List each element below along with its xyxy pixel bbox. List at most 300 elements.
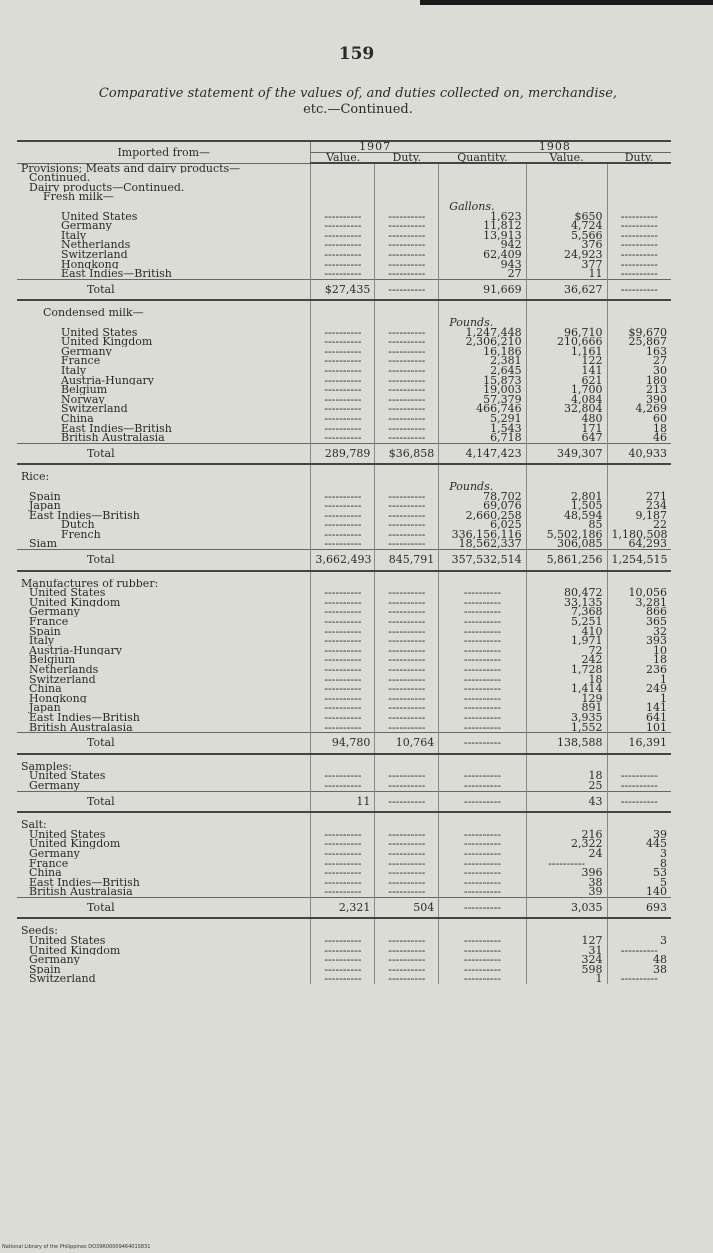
cell-value-1907 [311, 183, 375, 193]
row-label: Total [17, 791, 311, 812]
cell-value-1907: ---------- [311, 607, 375, 617]
cell-quantity-1908: Pounds. [439, 482, 526, 492]
heading-line-1: Comparative statement of the values of, and duties collected on, merchandise, [98, 86, 618, 101]
cell-duty-1907: ---------- [375, 356, 439, 366]
cell-duty-1908: 5 [607, 878, 671, 888]
cell-quantity-1908: ---------- [439, 598, 526, 608]
cell-value-1907: ---------- [311, 830, 375, 840]
row-label: Germany [29, 780, 80, 792]
cell-duty-1908: 101 [607, 723, 671, 733]
row-label: France [29, 858, 69, 869]
cell-quantity-1908 [439, 163, 526, 173]
cell-quantity-1908: ---------- [439, 646, 526, 656]
section-spacer [17, 464, 671, 472]
cell-quantity-1908: 4,147,423 [439, 443, 526, 464]
cell-duty-1907: ---------- [375, 520, 439, 530]
row-label: United Kingdom [29, 945, 121, 956]
cell-duty-1908: 10,056 [607, 588, 671, 598]
cell-duty-1908: 18 [607, 424, 671, 434]
cell-duty-1908: 60 [607, 414, 671, 424]
cell-value-1908: 11 [526, 269, 607, 279]
cell-value-1907: ---------- [311, 627, 375, 637]
cell-value-1907: ---------- [311, 694, 375, 704]
cell-value-1908: 25 [526, 781, 607, 791]
cell-duty-1908: ---------- [607, 231, 671, 241]
row-label: East Indies—British [61, 269, 172, 280]
cell-value-1908 [526, 472, 607, 482]
cell-value-1908: 480 [526, 414, 607, 424]
col-duty-1908: Duty. [607, 152, 671, 163]
page-number: 159 [338, 44, 375, 64]
row-label: France [29, 617, 69, 627]
cell-value-1908: 1,552 [526, 723, 607, 733]
cell-value-1908: 171 [526, 424, 607, 434]
total-row [17, 443, 671, 464]
cell-duty-1907: ---------- [375, 530, 439, 540]
cell-value-1907: ---------- [311, 231, 375, 241]
section-spacer [17, 812, 671, 820]
cell-value-1907: ---------- [311, 887, 375, 897]
cell-quantity-1908: ---------- [439, 723, 526, 733]
cell-duty-1908: ---------- [607, 279, 671, 300]
row-label: British Australasia [61, 433, 165, 444]
cell-duty-1908: 445 [607, 839, 671, 849]
cell-duty-1908: 3 [607, 936, 671, 946]
cell-value-1908: 48,594 [526, 511, 607, 521]
cell-duty-1907: ---------- [375, 936, 439, 946]
cell-duty-1908 [607, 173, 671, 183]
cell-duty-1907: ---------- [375, 337, 439, 347]
cell-duty-1908: 39 [607, 830, 671, 840]
cell-duty-1907: ---------- [375, 830, 439, 840]
section-spacer [17, 300, 671, 308]
cell-quantity-1908: 1,247,448 [439, 328, 526, 338]
cell-quantity-1908: 2,306,210 [439, 337, 526, 347]
row-label: United Kingdom [29, 839, 121, 849]
cell-value-1908 [526, 192, 607, 202]
cell-duty-1908: 1 [607, 694, 671, 704]
cell-duty-1907: ---------- [375, 240, 439, 250]
row-label: United States [61, 327, 138, 338]
cell-value-1907: ---------- [311, 859, 375, 869]
table-row [17, 183, 671, 193]
cell-duty-1908: 38 [607, 965, 671, 975]
cell-value-1908: 349,307 [526, 443, 607, 464]
row-label: Switzerland [29, 674, 96, 685]
row-label: Hongkong [29, 693, 87, 704]
cell-quantity-1908: ---------- [439, 703, 526, 713]
row-label [17, 482, 311, 492]
cell-duty-1908: ---------- [607, 791, 671, 812]
cell-duty-1907: ---------- [375, 376, 439, 386]
row-label: Italy [29, 636, 55, 646]
cell-duty-1908: 3,281 [607, 598, 671, 608]
row-label: Provisions; Meats and dairy products— [21, 163, 241, 174]
cell-duty-1908: 18 [607, 655, 671, 665]
cell-duty-1907: ---------- [375, 646, 439, 656]
cell-quantity-1908: ---------- [439, 781, 526, 791]
cell-value-1907: ---------- [311, 269, 375, 279]
cell-quantity-1908: 943 [439, 260, 526, 270]
cell-quantity-1908: ---------- [439, 684, 526, 694]
cell-value-1908: 306,085 [526, 539, 607, 549]
cell-value-1908: 1,700 [526, 385, 607, 395]
cell-value-1907: ---------- [311, 955, 375, 965]
cell-duty-1908: ---------- [607, 946, 671, 956]
cell-value-1907: ---------- [311, 250, 375, 260]
col-quantity-1908: Quantity. [439, 152, 526, 163]
cell-duty-1907: ---------- [375, 433, 439, 443]
cell-duty-1907 [375, 308, 439, 318]
cell-value-1908: 891 [526, 703, 607, 713]
cell-value-1907: ---------- [311, 675, 375, 685]
cell-quantity-1908: 19,003 [439, 385, 526, 395]
cell-duty-1908: 390 [607, 395, 671, 405]
cell-duty-1907: ---------- [375, 414, 439, 424]
cell-duty-1908: 40,933 [607, 443, 671, 464]
cell-quantity-1908: ---------- [439, 868, 526, 878]
cell-duty-1908: ---------- [607, 221, 671, 231]
cell-value-1907: ---------- [311, 598, 375, 608]
cell-duty-1908: 8 [607, 859, 671, 869]
cell-duty-1907: ---------- [375, 946, 439, 956]
cell-quantity-1908: 91,669 [439, 279, 526, 300]
cell-quantity-1908: ---------- [439, 713, 526, 723]
cell-duty-1907: ---------- [375, 636, 439, 646]
cell-quantity-1908: 13,913 [439, 231, 526, 241]
cell-duty-1907: ---------- [375, 250, 439, 260]
cell-quantity-1908: 336,156,116 [439, 530, 526, 540]
cell-value-1908: 598 [526, 965, 607, 975]
cell-quantity-1908: 62,409 [439, 250, 526, 260]
row-label: Netherlands [61, 240, 131, 251]
cell-value-1907: ---------- [311, 849, 375, 859]
table-row [17, 308, 671, 318]
cell-quantity-1908: 11,812 [439, 221, 526, 231]
row-label: China [29, 868, 62, 878]
table-row [17, 163, 671, 173]
cell-value-1908: 43 [526, 791, 607, 812]
cell-duty-1908: 393 [607, 636, 671, 646]
cell-value-1908: 141 [526, 366, 607, 376]
cell-value-1908 [526, 308, 607, 318]
row-label: United States [61, 211, 138, 222]
cell-quantity-1908: 69,076 [439, 501, 526, 511]
cell-quantity-1908: ---------- [439, 675, 526, 685]
cell-duty-1907 [375, 192, 439, 202]
cell-duty-1907: ---------- [375, 781, 439, 791]
cell-value-1908: 210,666 [526, 337, 607, 347]
cell-quantity-1908: 1,623 [439, 212, 526, 222]
row-label: French [61, 529, 101, 540]
cell-value-1908: 5,861,256 [526, 550, 607, 571]
cell-duty-1907: ---------- [375, 231, 439, 241]
cell-quantity-1908: ---------- [439, 694, 526, 704]
cell-duty-1908: ---------- [607, 250, 671, 260]
cell-value-1908: 3,035 [526, 897, 607, 918]
cell-value-1907: ---------- [311, 665, 375, 675]
cell-value-1907: ---------- [311, 646, 375, 656]
cell-duty-1908: 27 [607, 356, 671, 366]
cell-duty-1908: ---------- [607, 974, 671, 984]
cell-value-1907: ---------- [311, 781, 375, 791]
cell-quantity-1908: ---------- [439, 936, 526, 946]
cell-value-1907: ---------- [311, 936, 375, 946]
cell-value-1907: $27,435 [311, 279, 375, 300]
row-label: Belgium [29, 655, 76, 665]
cell-value-1907 [311, 173, 375, 183]
cell-duty-1907: ---------- [375, 684, 439, 694]
cell-duty-1907: ---------- [375, 694, 439, 704]
cell-duty-1908 [607, 192, 671, 202]
cell-value-1908: 39 [526, 887, 607, 897]
cell-duty-1908: 16,391 [607, 733, 671, 754]
cell-duty-1907: ---------- [375, 868, 439, 878]
cell-duty-1907: ---------- [375, 385, 439, 395]
cell-duty-1907: ---------- [375, 791, 439, 812]
cell-duty-1907: ---------- [375, 366, 439, 376]
row-label: Switzerland [61, 404, 128, 414]
cell-duty-1907: ---------- [375, 627, 439, 637]
row-label: Germany [29, 607, 80, 618]
row-label: British Australasia [29, 887, 133, 898]
row-label: China [61, 413, 94, 424]
total-row [17, 279, 671, 300]
cell-duty-1908: 48 [607, 955, 671, 965]
row-label: Germany [29, 848, 80, 859]
cell-duty-1907: 504 [375, 897, 439, 918]
cell-quantity-1908: ---------- [439, 617, 526, 627]
cell-quantity-1908: ---------- [439, 830, 526, 840]
cell-duty-1908: 693 [607, 897, 671, 918]
cell-duty-1907: ---------- [375, 279, 439, 300]
cell-value-1907: ---------- [311, 771, 375, 781]
cell-duty-1907: $36,858 [375, 443, 439, 464]
cell-value-1907: ---------- [311, 328, 375, 338]
cell-duty-1908: 30 [607, 366, 671, 376]
cell-duty-1907: ---------- [375, 955, 439, 965]
row-label: Japan [29, 501, 61, 511]
row-label: Seeds: [21, 926, 58, 937]
cell-value-1908: 5,566 [526, 231, 607, 241]
cell-value-1907: ---------- [311, 511, 375, 521]
cell-value-1907: ---------- [311, 260, 375, 270]
cell-duty-1908: ---------- [607, 781, 671, 791]
cell-value-1907: ---------- [311, 221, 375, 231]
table-body [17, 163, 671, 984]
row-label: Austria-Hungary [29, 645, 122, 656]
section-spacer [17, 918, 671, 926]
cell-value-1907: ---------- [311, 404, 375, 414]
table-row [17, 192, 671, 202]
cell-value-1908: 4,084 [526, 395, 607, 405]
cell-value-1907: 3,662,493 [311, 550, 375, 571]
row-label: Switzerland [61, 250, 128, 260]
cell-value-1908: 2,801 [526, 492, 607, 502]
cell-quantity-1908: ---------- [439, 946, 526, 956]
cell-duty-1908: 1,254,515 [607, 550, 671, 571]
cell-value-1907: ---------- [311, 703, 375, 713]
total-row [17, 897, 671, 918]
cell-value-1907: ---------- [311, 501, 375, 511]
cell-value-1908: 2,322 [526, 839, 607, 849]
cell-duty-1907: ---------- [375, 771, 439, 781]
table-row [17, 781, 671, 791]
cell-quantity-1908 [439, 183, 526, 193]
cell-quantity-1908: ---------- [439, 733, 526, 754]
cell-duty-1907: ---------- [375, 723, 439, 733]
cell-value-1907: ---------- [311, 965, 375, 975]
table-row [17, 723, 671, 733]
cell-value-1908: 36,627 [526, 279, 607, 300]
cell-value-1908: 138,588 [526, 733, 607, 754]
cell-duty-1907: ---------- [375, 511, 439, 521]
cell-duty-1907: ---------- [375, 887, 439, 897]
cell-quantity-1908 [439, 173, 526, 183]
cell-value-1907 [311, 308, 375, 318]
cell-value-1908: 1,971 [526, 636, 607, 646]
total-row [17, 733, 671, 754]
cell-value-1908: 127 [526, 936, 607, 946]
cell-duty-1908: 32 [607, 627, 671, 637]
cell-duty-1907: ---------- [375, 859, 439, 869]
cell-value-1907 [311, 163, 375, 173]
row-label: Total [17, 279, 311, 300]
cell-duty-1907: ---------- [375, 588, 439, 598]
row-label: East Indies—British [29, 510, 140, 521]
row-label: Total [17, 443, 311, 464]
cell-value-1907 [311, 192, 375, 202]
row-label: Total [17, 733, 311, 754]
cell-value-1907: 11 [311, 791, 375, 812]
cell-quantity-1908: ---------- [439, 955, 526, 965]
row-label: Manufactures of rubber: [21, 578, 159, 589]
cell-value-1908: 38 [526, 878, 607, 888]
cell-value-1907: ---------- [311, 878, 375, 888]
cell-value-1907: ---------- [311, 588, 375, 598]
cell-duty-1908 [607, 472, 671, 482]
cell-duty-1907: ---------- [375, 260, 439, 270]
cell-value-1907: ---------- [311, 713, 375, 723]
cell-duty-1907 [375, 472, 439, 482]
cell-value-1908 [526, 163, 607, 173]
cell-value-1908: 7,368 [526, 607, 607, 617]
cell-quantity-1908: 2,381 [439, 356, 526, 366]
cell-quantity-1908: ---------- [439, 627, 526, 637]
cell-value-1908: 33,135 [526, 598, 607, 608]
row-label: Spain [29, 964, 61, 975]
cell-value-1907: ---------- [311, 356, 375, 366]
cell-duty-1907: ---------- [375, 424, 439, 434]
row-label: Spain [29, 491, 61, 502]
cell-duty-1908: 180 [607, 376, 671, 386]
cell-duty-1908: 140 [607, 887, 671, 897]
cell-value-1907: ---------- [311, 868, 375, 878]
row-label: Spain [29, 626, 61, 637]
row-label: United Kingdom [29, 597, 121, 608]
table-row [17, 974, 671, 984]
cell-value-1907: ---------- [311, 520, 375, 530]
cell-quantity-1908: ---------- [439, 849, 526, 859]
cell-quantity-1908: 78,702 [439, 492, 526, 502]
cell-duty-1907: ---------- [375, 269, 439, 279]
row-label: United States [29, 829, 106, 840]
cell-quantity-1908: 2,645 [439, 366, 526, 376]
table-row [17, 269, 671, 279]
row-label: United Kingdom [61, 337, 153, 347]
cell-duty-1908 [607, 163, 671, 173]
cell-value-1907: ---------- [311, 492, 375, 502]
cell-quantity-1908: ---------- [439, 887, 526, 897]
row-label: British Australasia [29, 722, 133, 733]
cell-quantity-1908: ---------- [439, 655, 526, 665]
cell-value-1908: 621 [526, 376, 607, 386]
cell-duty-1907: 10,764 [375, 733, 439, 754]
row-label: Italy [61, 365, 87, 376]
cell-quantity-1908: 15,873 [439, 376, 526, 386]
cell-value-1907: ---------- [311, 366, 375, 376]
row-label: East Indies—British [29, 712, 140, 723]
cell-quantity-1908: ---------- [439, 636, 526, 646]
cell-duty-1907: ---------- [375, 221, 439, 231]
cell-value-1908: 647 [526, 433, 607, 443]
cell-quantity-1908: ---------- [439, 965, 526, 975]
cell-value-1908: 122 [526, 356, 607, 366]
cell-value-1907: ---------- [311, 946, 375, 956]
cell-value-1908: 18 [526, 675, 607, 685]
cell-duty-1908: ---------- [607, 269, 671, 279]
cell-quantity-1908: ---------- [439, 897, 526, 918]
row-label: Hongkong [61, 259, 119, 270]
cell-quantity-1908: 1,543 [439, 424, 526, 434]
cell-duty-1907: ---------- [375, 703, 439, 713]
cell-value-1908: 32,804 [526, 404, 607, 414]
cell-value-1907: ---------- [311, 347, 375, 357]
row-label: Switzerland [29, 974, 96, 985]
cell-value-1908: ---------- [526, 859, 607, 869]
cell-duty-1908 [607, 308, 671, 318]
cell-duty-1907: ---------- [375, 395, 439, 405]
total-row [17, 791, 671, 812]
cell-value-1908: 24 [526, 849, 607, 859]
row-label [17, 202, 311, 212]
cell-duty-1907: ---------- [375, 492, 439, 502]
row-label: Rice: [21, 472, 50, 482]
section-spacer [17, 571, 671, 579]
cell-quantity-1908: 6,718 [439, 433, 526, 443]
cell-value-1908: 242 [526, 655, 607, 665]
row-label: Italy [61, 230, 87, 241]
row-label [17, 318, 311, 328]
cell-value-1908: 5,502,186 [526, 530, 607, 540]
cell-quantity-1908: ---------- [439, 974, 526, 984]
cell-quantity-1908: ---------- [439, 607, 526, 617]
cell-quantity-1908: 942 [439, 240, 526, 250]
row-label: Norway [61, 394, 105, 405]
cell-duty-1907: ---------- [375, 212, 439, 222]
cell-value-1907: ---------- [311, 684, 375, 694]
table-row [17, 539, 671, 549]
row-label: Dutch [61, 520, 95, 530]
cell-duty-1908: 271 [607, 492, 671, 502]
cell-quantity-1908: 57,379 [439, 395, 526, 405]
cell-value-1907: ---------- [311, 433, 375, 443]
row-label: United States [29, 588, 106, 598]
cell-duty-1908: 25,867 [607, 337, 671, 347]
cell-duty-1908: 1,180,508 [607, 530, 671, 540]
cell-duty-1908: 46 [607, 433, 671, 443]
cell-quantity-1908: 357,532,514 [439, 550, 526, 571]
